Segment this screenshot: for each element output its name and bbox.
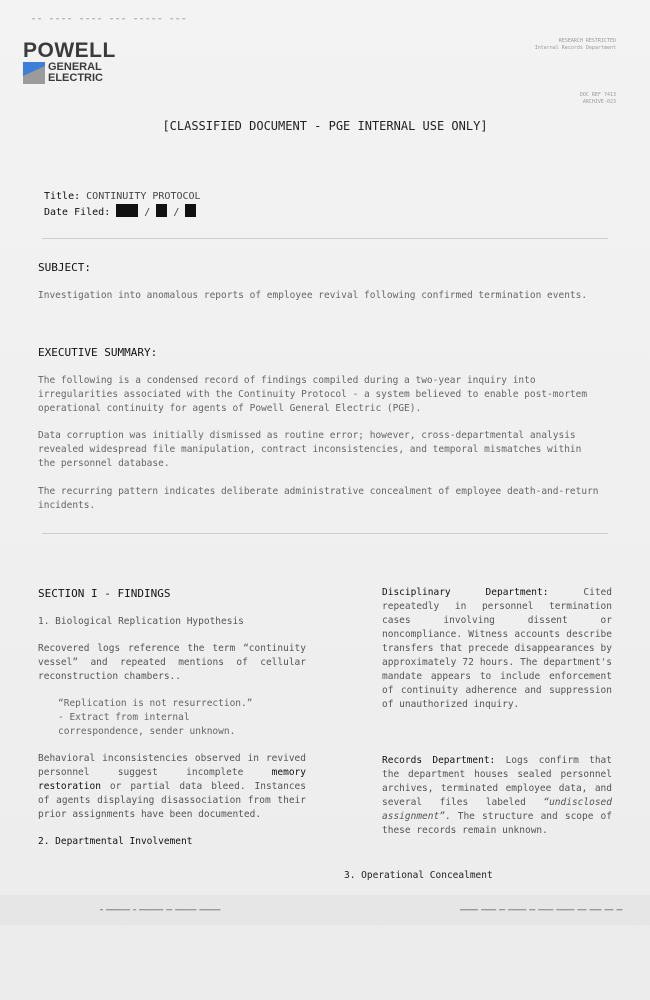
finding-1-behavior-paragraph: Behavioral inconsistencies observed in revived personnel suggest incomplete memory restoration or partial data bleed. Instances of agents displaying disassociation from their prior assignments have been documented.: [38, 753, 306, 820]
divider: [42, 238, 608, 239]
redaction-bar: [156, 204, 167, 217]
summary-paragraph-2: Data corruption was initially dismissed as routine error; however, cross-departmental analysis revealed widespread file manipulation, contract inconsistencies, and temporal mismatches within the personnel database.: [38, 430, 582, 469]
title-value: CONTINUITY PROTOCOL: [86, 191, 201, 202]
redaction-bar: [116, 204, 138, 217]
subject-text: Investigation into anomalous reports of employee revival following confirmed termination events.: [38, 290, 588, 301]
logo-mark-icon: [23, 62, 45, 84]
title-line: [44, 190, 201, 204]
records-department-paragraph: Records Department: Logs confirm that the department houses sealed personnel archives, terminated employee data, and several files labeled “undisclosed assignment”. The structure and scope of these records remain unknown.: [382, 755, 612, 836]
date-label: Date Filed:: [44, 207, 111, 218]
executive-summary-heading: EXECUTIVE SUMMARY:: [38, 346, 158, 359]
date-line: Date Filed: / /: [44, 204, 201, 220]
faded-address: RESEARCH RESTRICTED Internal Records Department: [534, 38, 616, 51]
quote-block: “Replication is not resurrection.” - Extract from internal correspondence, sender unknown.: [58, 698, 253, 737]
redaction-bar: [185, 204, 196, 217]
faded-reference: DOC REF 7413 ARCHIVE-023: [579, 92, 616, 105]
logo-word-general: GENERAL: [48, 61, 102, 73]
logo-word-electric: ELECTRIC: [48, 72, 103, 84]
summary-paragraph-1: The following is a condensed record of findings compiled during a two-year inquiry into irregularities associated with the Continuity Protocol - a system believed to enable post-mortem operational continuity for agents of Powell General Electric (PGE).: [38, 375, 588, 414]
finding-3-title: 3. Operational Concealment: [344, 870, 493, 881]
section-findings-heading: SECTION I - FINDINGS: [38, 587, 171, 600]
document-meta: [44, 190, 201, 220]
finding-1-paragraph: Recovered logs reference the term “continuity vessel” and repeated mentions of cellular reconstruction chambers..: [38, 643, 306, 682]
scan-marks: ▬▬ ▬▬▬▬ ▬▬▬▬ ▬▬▬ ▬▬▬▬▬ ▬▬▬: [32, 16, 189, 22]
footer-left-text: ▬ ▬▬▬▬▬▬▬▬ ▬ ▬▬▬▬▬▬▬▬ ▬▬ ▬▬▬▬▬▬▬ ▬▬▬▬▬▬▬: [100, 907, 221, 913]
logo-word-powell: POWELL: [23, 39, 116, 62]
divider: [42, 533, 608, 534]
footer-right-text: ▬▬▬▬▬▬ ▬▬▬▬▬ ▬▬ ▬▬▬▬▬▬ ▬▬ ▬▬▬▬▬ ▬▬▬▬▬▬ ▬▬▬ ▬▬▬▬ ▬▬▬ ▬▬: [460, 907, 623, 913]
finding-2-title: 2. Departmental Involvement: [38, 836, 193, 847]
classified-banner: [CLASSIFIED DOCUMENT - PGE INTERNAL USE ONLY]: [162, 119, 488, 133]
finding-1-title: 1. Biological Replication Hypothesis: [38, 616, 244, 627]
subject-heading: SUBJECT:: [38, 261, 91, 274]
company-logo: [23, 40, 116, 84]
disciplinary-department-paragraph: Disciplinary Department: Cited repeatedly in personnel termination cases involving dissent or noncompliance. Witness accounts describe transfers that precede disappearances by approximately 72 hours. The department's mandate appears to include enforcement of continuity adherence and suppression of unauthorized inquiry.: [382, 587, 612, 710]
title-label: Title:: [44, 191, 81, 202]
summary-paragraph-3: The recurring pattern indicates deliberate administrative concealment of employee death-and-return incidents.: [38, 486, 599, 511]
footer-strip: [0, 895, 650, 925]
